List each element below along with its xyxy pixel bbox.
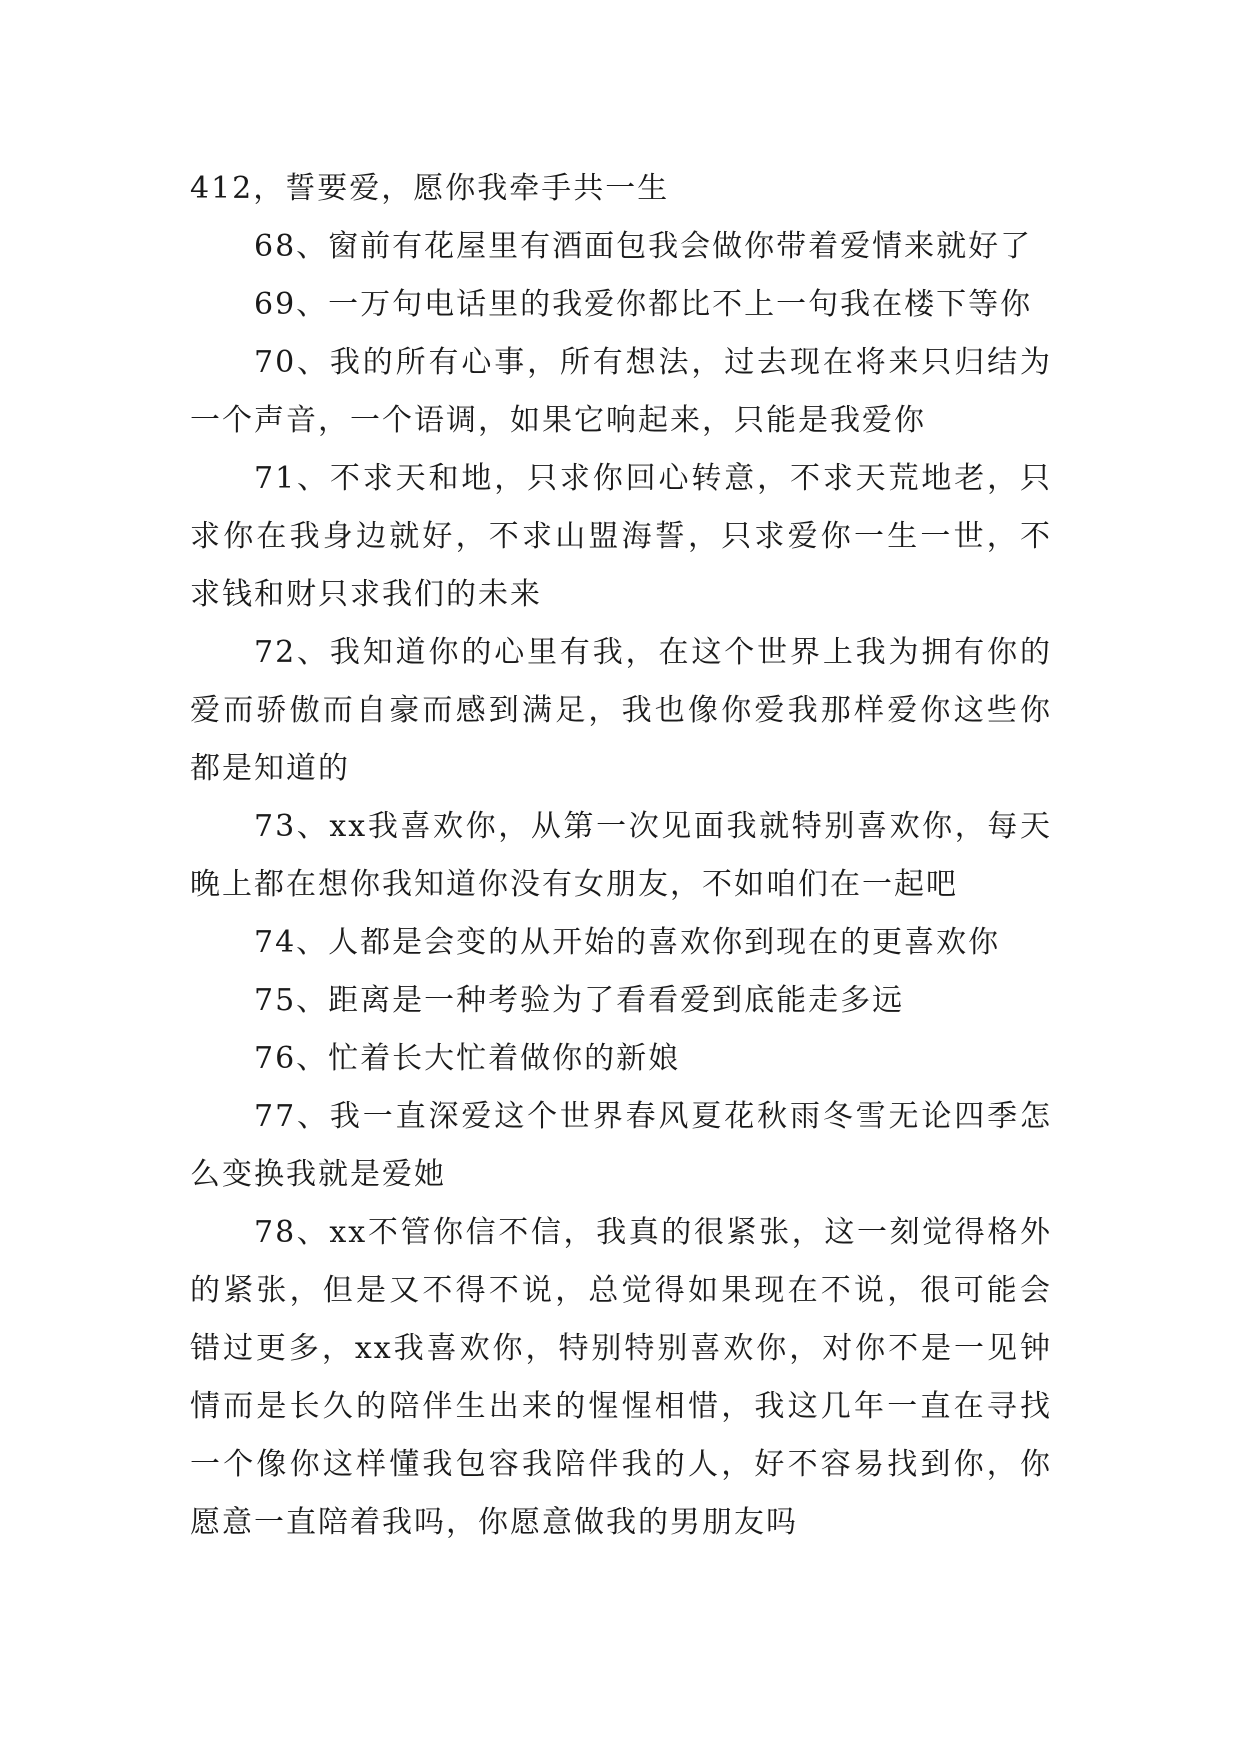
paragraph-72: 72、我知道你的心里有我，在这个世界上我为拥有你的爱而骄傲而自豪而感到满足，我也像你爱我那样爱你这些你都是知道的 bbox=[190, 635, 1052, 786]
paragraph-68: 68、窗前有花屋里有酒面包我会做你带着爱情来就好了 bbox=[254, 229, 1033, 264]
document-body bbox=[190, 160, 1052, 1552]
paragraph-78: 78、xx不管你信不信，我真的很紧张，这一刻觉得格外的紧张，但是又不得不说，总觉得如果现在不说，很可能会错过更多，xx我喜欢你，特别特别喜欢你，对你不是一见钟情而是长久的陪伴生出来的惺惺相惜，我这几年一直在寻找一个像你这样懂我包容我陪伴我的人，好不容易找到你，你愿意一直陪着我吗，你愿意做我的男朋友吗 bbox=[190, 1215, 1052, 1540]
paragraph-75: 75、距离是一种考验为了看看爱到底能走多远 bbox=[254, 983, 905, 1018]
paragraph-76: 76、忙着长大忙着做你的新娘 bbox=[254, 1041, 681, 1076]
paragraph-77: 77、我一直深爱这个世界春风夏花秋雨冬雪无论四季怎么变换我就是爱她 bbox=[190, 1099, 1052, 1192]
paragraph-continuation: 412，誓要爱，愿你我牵手共一生 bbox=[190, 171, 670, 206]
paragraph-71: 71、不求天和地，只求你回心转意，不求天荒地老，只求你在我身边就好，不求山盟海誓，只求爱你一生一世，不求钱和财只求我们的未来 bbox=[190, 461, 1052, 612]
paragraph-70: 70、我的所有心事，所有想法，过去现在将来只归结为一个声音，一个语调，如果它响起来，只能是我爱你 bbox=[190, 345, 1052, 438]
paragraph-69: 69、一万句电话里的我爱你都比不上一句我在楼下等你 bbox=[254, 287, 1033, 322]
paragraph-73: 73、xx我喜欢你，从第一次见面我就特别喜欢你，每天晚上都在想你我知道你没有女朋友，不如咱们在一起吧 bbox=[190, 809, 1052, 902]
paragraph-74: 74、人都是会变的从开始的喜欢你到现在的更喜欢你 bbox=[254, 925, 1001, 960]
